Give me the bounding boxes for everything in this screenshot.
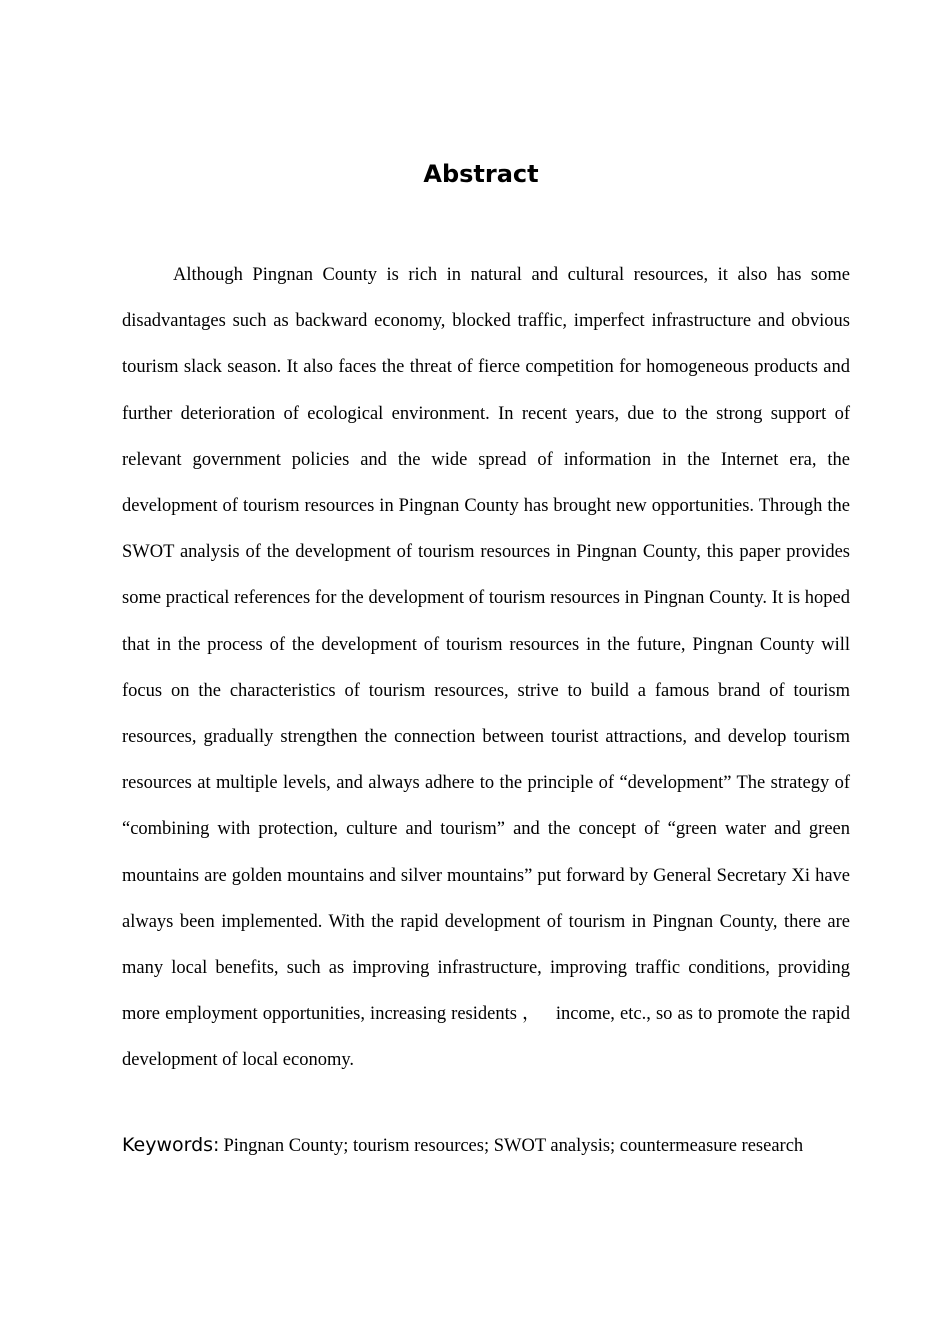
keywords-line <box>122 1130 882 1162</box>
keywords-value: Pingnan County; tourism resources; SWOT analysis; countermeasure research <box>223 1136 804 1156</box>
abstract-title: Abstract <box>423 160 539 188</box>
abstract-body: Although Pingnan County is rich in natural and cultural resources, it also has some disadvantages such as backward economy, blocked traffic, imperfect infrastructure and obvious tourism slack season. It also faces the threat of fierce competition for homogeneous products and further deterioration of ecological environment. In recent years, due to the strong support of relevant government policies and the wide spread of information in the Internet era, the development of tourism resources in Pingnan County has brought new opportunities. Through the SWOT analysis of the development of tourism resources in Pingnan County, this paper provides some practical references for the development of tourism resources in Pingnan County. It is hoped that in the process of the development of tourism resources in the future, Pingnan County will focus on the characteristics of tourism resources, strive to build a famous brand of tourism resources, gradually strengthen the connection between tourist attractions, and develop tourism resources at multiple levels, and always adhere to the principle of “development” The strategy of “combining with protection, culture and tourism” and the concept of “green water and green mountains are golden mountains and silver mountains” put forward by General Secretary Xi have always been implemented. With the rapid development of tourism in Pingnan County, there are many local benefits, such as improving infrastructure, improving traffic conditions, providing more employment opportunities, increasing residents ， income, etc., so as to promote the rapid development of local economy. <box>122 265 850 1071</box>
keywords-label: Keywords: <box>122 1134 220 1156</box>
